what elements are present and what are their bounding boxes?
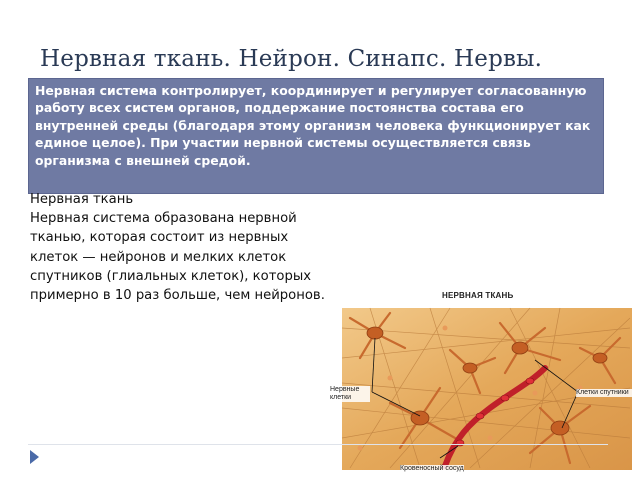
nerve-tissue-illustration: [330, 288, 636, 476]
figure-label-blood-vessel: Кровеносный сосуд: [400, 465, 464, 472]
body-text: [30, 190, 330, 305]
section-text: Нервная система образована нервной тканью, которая состоит из нервных клеток — нейронов и мелких клеток спутников (глиальных клеток), которых примерно в 10 раз больше, чем нейронов.: [30, 211, 325, 304]
play-arrow-icon[interactable]: [30, 450, 39, 464]
section-heading: Нервная ткань: [30, 192, 134, 207]
nerve-tissue-figure: [330, 288, 636, 476]
figure-title: НЕРВНАЯ ТКАНЬ: [442, 291, 514, 300]
footer-divider: [28, 444, 608, 445]
figure-label-neurons: Нервные клетки: [330, 386, 370, 402]
intro-box: Нервная система контролирует, координирует и регулирует согласованную работу всех систем органов, поддержание постоянства состава его внутренней среды (благодаря этому организм человека функционирует как единое целое). При участии нервной системы осуществляется связь организма с внешней средой.: [28, 78, 604, 194]
slide-title: Нервная ткань. Нейрон. Синапс. Нервы.: [40, 46, 543, 72]
figure-label-satellite-cells: Клетки спутники: [576, 389, 636, 397]
